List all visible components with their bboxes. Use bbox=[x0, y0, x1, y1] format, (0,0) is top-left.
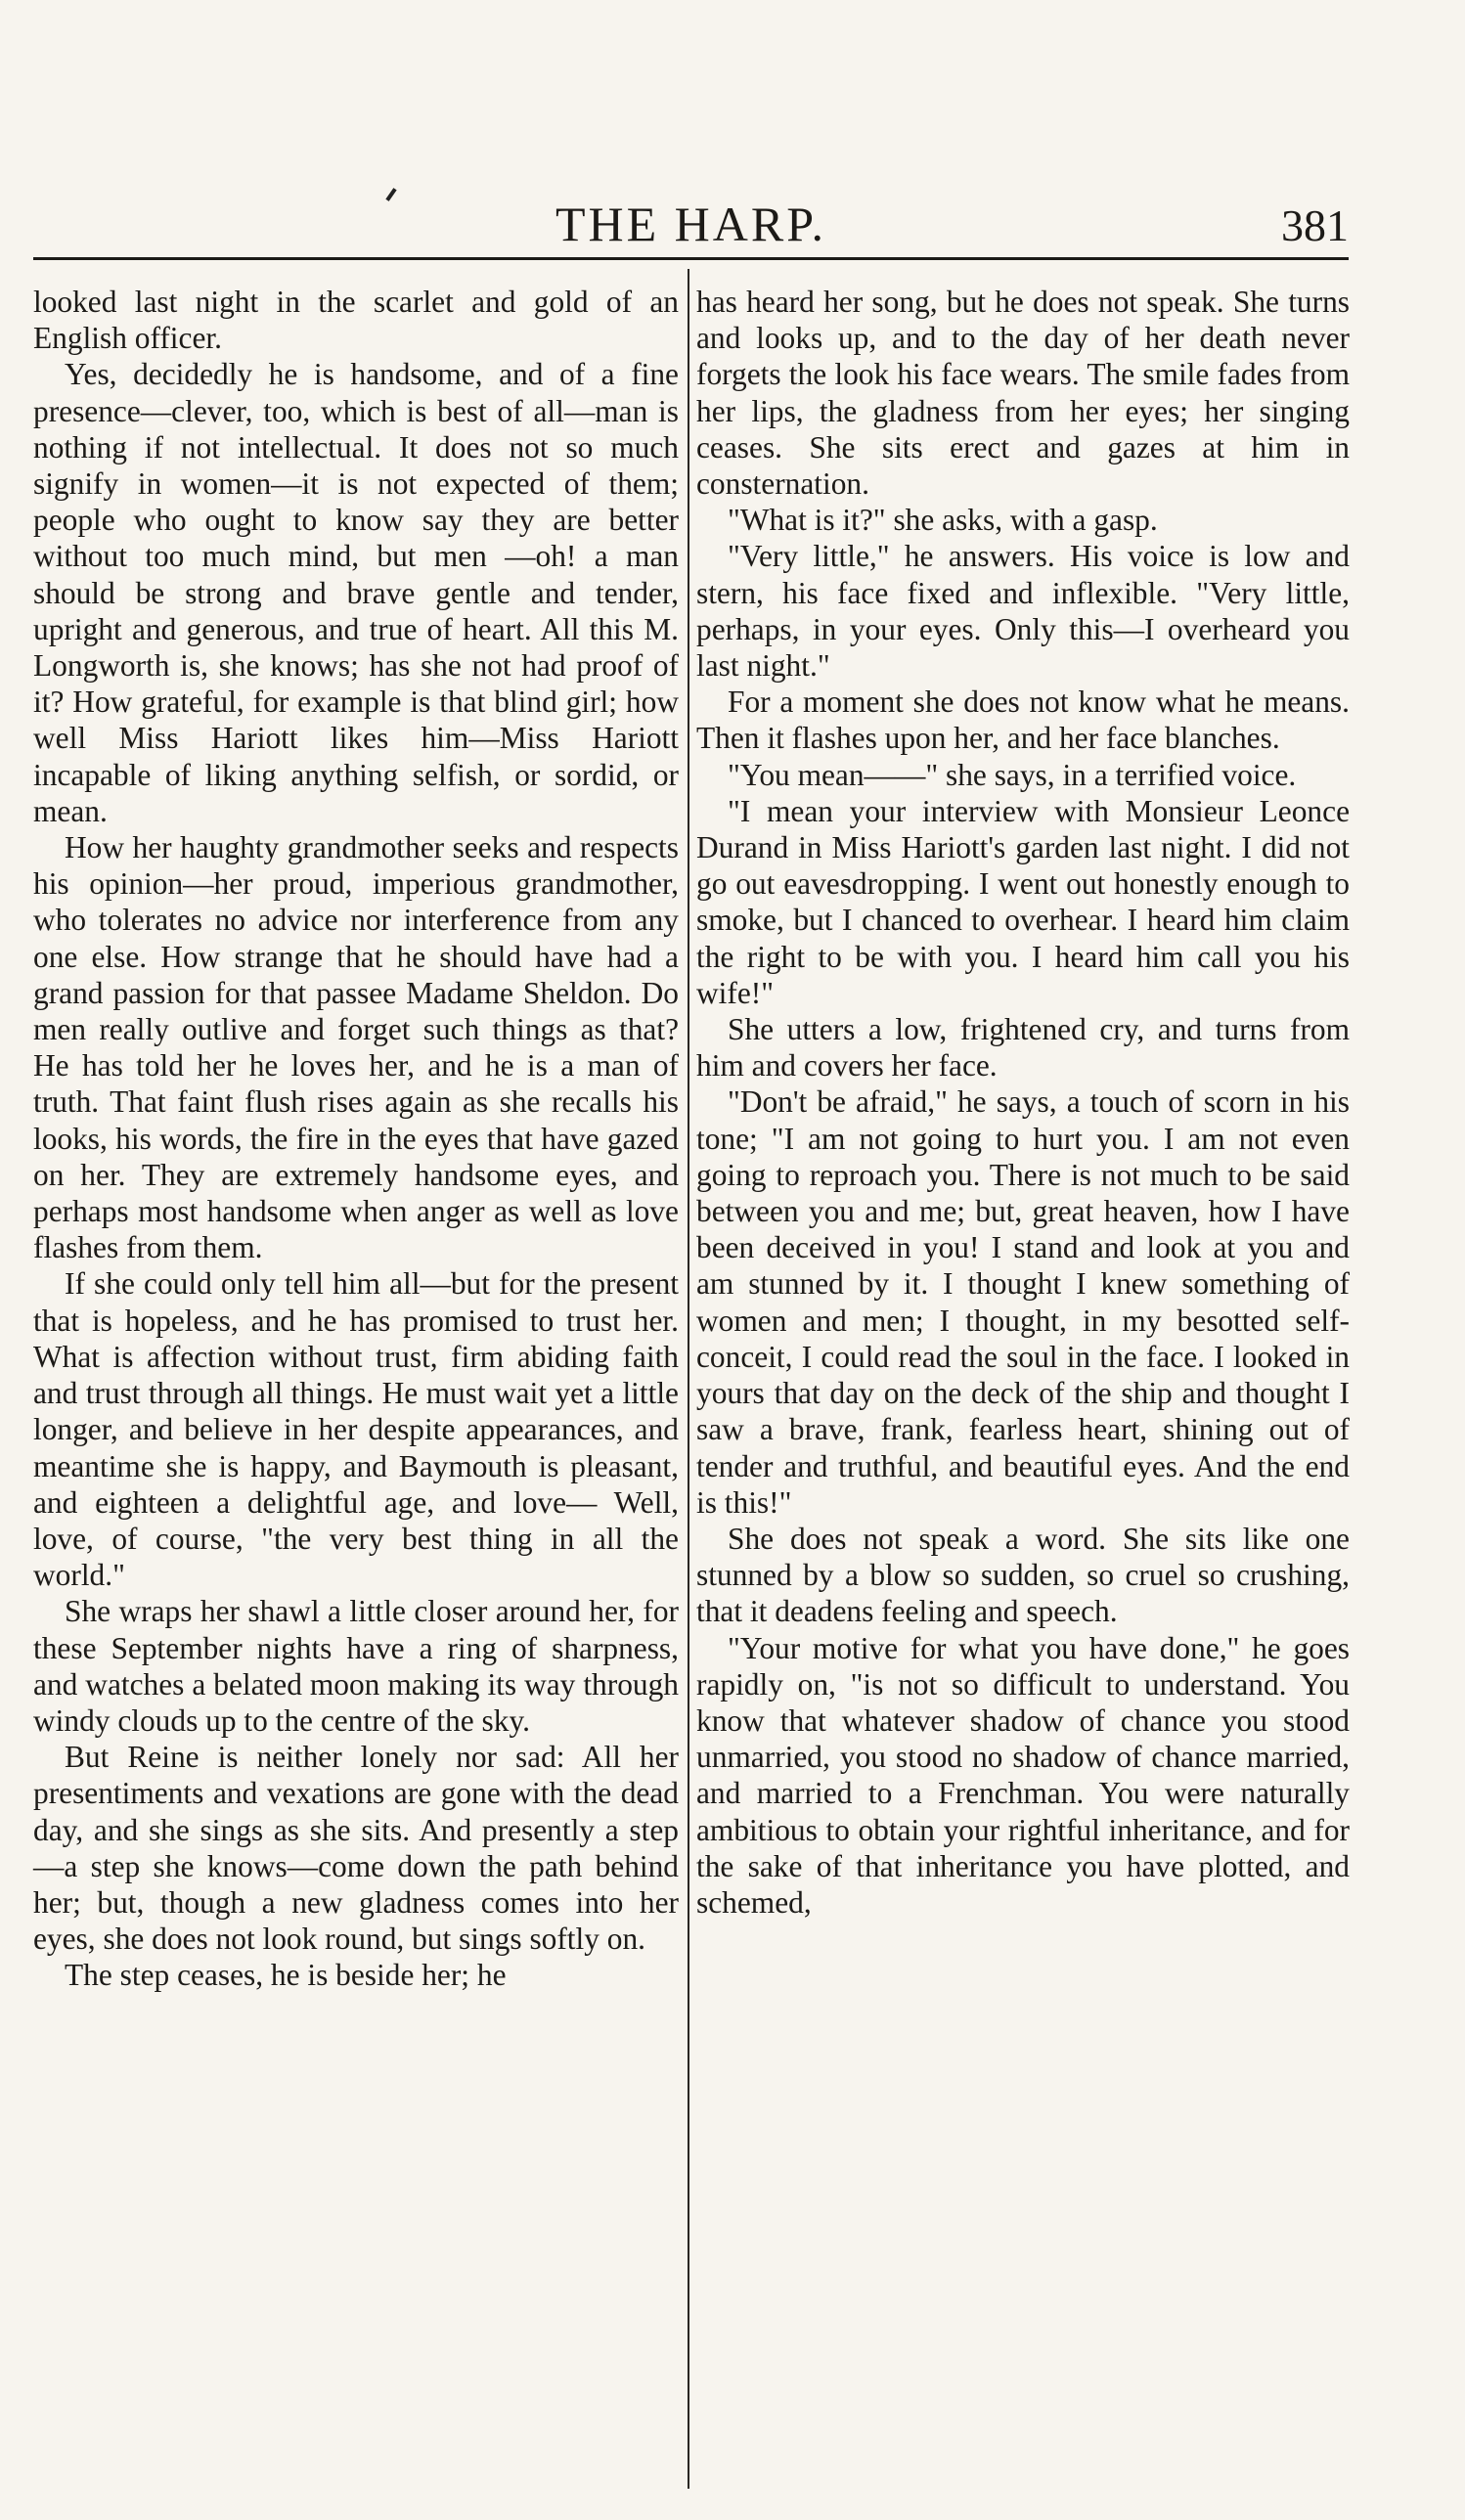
paragraph: "Your motive for what you have done," he goes rapidly on, "is not so difficult to understand. You know that whatever shadow of chance you stood unmarried, you stood no shadow of chance married, and married to a Frenchman. You were naturally ambitious to obtain your rightful inheritance, and for the sake of that inheritance you have plotted, and schemed, bbox=[696, 1630, 1350, 1920]
paragraph: But Reine is neither lonely nor sad: All her presentiments and vexations are gone with the dead day, and she sings as she sits. And presently a step—a step she knows—come down the path behind her; but, though a new gladness comes into her eyes, she does not look round, but sings softly on. bbox=[33, 1740, 679, 1957]
paragraph: She does not speak a word. She sits like one stunned by a blow so sudden, so cruel so crushing, that it deadens feeling and speech. bbox=[696, 1521, 1350, 1629]
paragraph: For a moment she does not know what he means. Then it flashes upon her, and her face blanches. bbox=[696, 685, 1350, 756]
paragraph: "Don't be afraid," he says, a touch of scorn in his tone; "I am not going to hurt you. I am not even going to reproach you. There is not much to be said between you and me; but, great heaven, how I have been deceived in you! I stand and look at you and am stunned by it. I thought I knew something of women and men; I thought, in my besotted self-conceit, I could read the soul in the face. I looked in yours that day on the deck of the ship and thought I saw a brave, frank, fearless heart, shining out of tender and truthful, and beautiful eyes. And the end is this!" bbox=[696, 1084, 1350, 1520]
left-column bbox=[33, 284, 679, 1994]
paragraph: "You mean——" she says, in a terrified voice. bbox=[728, 757, 1297, 792]
paragraph: How her haughty grandmother seeks and respects his opinion—her proud, imperious grandmother, who tolerates no advice nor interference from any one else. How strange that he should have had a grand passion for that passee Madame Sheldon. Do men really outlive and forget such things as that? He has told her he loves her, and he is a man of truth. That faint flush rises again as she recalls his looks, his words, the fire in the eyes that have gazed on her. They are extremely handsome eyes, and perhaps most handsome when anger as well as love flashes from them. bbox=[33, 830, 679, 1265]
page-header bbox=[33, 186, 1349, 254]
paragraph: "Very little," he answers. His voice is low and stern, his face fixed and inflexible. "Very little, perhaps, in your eyes. Only this—I overheard you last night." bbox=[696, 539, 1350, 684]
paragraph: If she could only tell him all—but for the present that is hopeless, and he has promised to trust her. What is affection without trust, firm abiding faith and trust through all things. He must wait yet a little longer, and believe in her despite appearances, and meantime she is happy, and Baymouth is pleasant, and eighteen a delightful age, and love— Well, love, of course, "the very best thing in all the world." bbox=[33, 1266, 679, 1593]
column-divider bbox=[688, 269, 689, 2489]
paragraph: She utters a low, frightened cry, and turns from him and covers her face. bbox=[696, 1012, 1350, 1083]
paragraph: The step ceases, he is beside her; he bbox=[65, 1958, 507, 1993]
paragraph: looked last night in the scarlet and gold of an English officer. bbox=[33, 285, 679, 356]
page-number: 381 bbox=[1281, 200, 1349, 250]
paragraph: Yes, decidedly he is handsome, and of a fine presence—clever, too, which is best of all—man is nothing if not intellectual. It does not so much signify in women—it is not expected of them; people who ought to know say they are better without too much mind, but men —oh! a man should be strong and brave gentle and tender, upright and generous, and true of heart. All this M. Longworth is, she knows; has she not had proof of it? How grateful, for example is that blind girl; how well Miss Hariott likes him—Miss Hariott incapable of liking anything selfish, or sordid, or mean. bbox=[33, 357, 679, 828]
paragraph: has heard her song, but he does not speak. She turns and looks up, and to the day of her death never forgets the look his face wears. The smile fades from her lips, the gladness from her eyes; her singing ceases. She sits erect and gazes at him in consternation. bbox=[696, 285, 1350, 502]
paragraph: She wraps her shawl a little closer around her, for these September nights have a ring of sharpness, and watches a belated moon making its way through windy clouds up to the centre of the sky. bbox=[33, 1594, 679, 1738]
paragraph: "I mean your interview with Monsieur Leonce Durand in Miss Hariott's garden last night. I did not go out eavesdropping. I went out honestly enough to smoke, but I chanced to overhear. I heard him claim the right to be with you. I heard him call you his wife!" bbox=[696, 793, 1350, 1010]
running-title: THE HARP. bbox=[555, 197, 827, 251]
right-column bbox=[696, 284, 1350, 1921]
paragraph: "What is it?" she asks, with a gasp. bbox=[728, 503, 1158, 538]
header-rule bbox=[33, 257, 1349, 260]
